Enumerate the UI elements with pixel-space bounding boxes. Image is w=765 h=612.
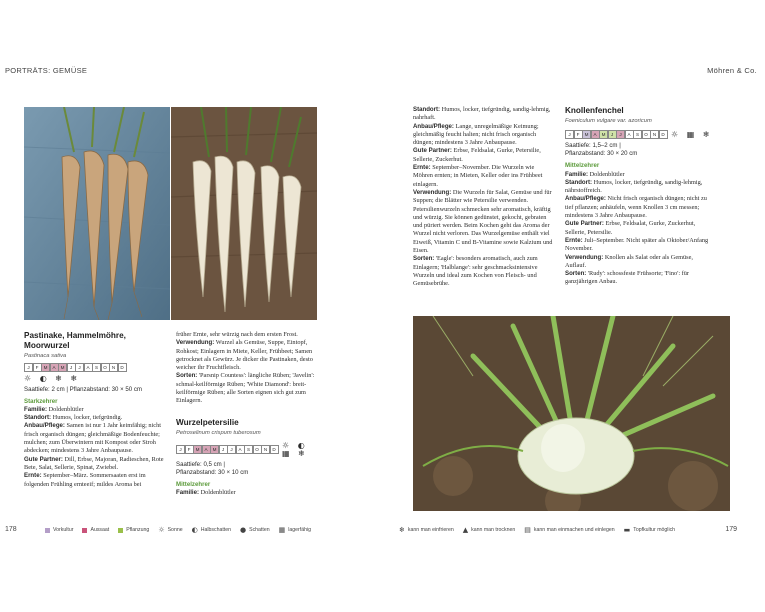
parsnip-photo bbox=[24, 107, 170, 320]
month-cell: O bbox=[253, 445, 262, 454]
legend-lagerfaehig: lagerfähig bbox=[288, 527, 312, 533]
legend-halbschatten: Halbschatten bbox=[200, 527, 231, 533]
fenchel-partner: Gute Partner: Erbse, Feldsalat, Gurke, Zuckerhut, Sellerie, Petersilie. bbox=[565, 220, 696, 236]
month-cell: F bbox=[185, 445, 194, 454]
pastinake-symbols-icon: ☼ ◐ ❄ ❄ bbox=[24, 374, 81, 384]
month-cell: D bbox=[659, 130, 668, 139]
pflanzung-swatch bbox=[118, 528, 123, 533]
pastinake-latin: Pastinaca sativa bbox=[24, 353, 67, 359]
pastinake-ernte-cont: früher Ernte, sehr würzig nach dem ersten Frost. bbox=[176, 331, 298, 338]
fenchel-category: Mittelzehrer bbox=[565, 162, 600, 170]
legend-left bbox=[45, 526, 320, 534]
fenchel-familie: Familie: Doldenblütler bbox=[565, 170, 625, 178]
month-cell: J bbox=[67, 363, 76, 372]
wurzelpetersilie-saattiefe: Saattiefe: 0,5 cm | bbox=[176, 460, 226, 468]
pastinake-category: Starkzehrer bbox=[24, 397, 58, 405]
month-cell: J bbox=[565, 130, 574, 139]
legend-topfkultur: Topfkultur möglich bbox=[633, 527, 676, 533]
month-cell: N bbox=[109, 363, 118, 372]
fenchel-symbols-icon: ☼ ▦ ❄ bbox=[671, 130, 713, 140]
month-cell: D bbox=[118, 363, 127, 372]
month-cell: J bbox=[75, 363, 84, 372]
pastinake-calendar bbox=[24, 363, 166, 372]
middle-column bbox=[176, 331, 316, 497]
wurzelpetersilie-latin: Petroselinum crispum tuberosum bbox=[176, 429, 261, 436]
wurzelpetersilie-ernte: Ernte: September–November. Die Wurzeln wie Möhren ernten; in Mieten, Keller oder ins Frühbeet einlagern. bbox=[413, 164, 543, 188]
month-cell: A bbox=[202, 445, 211, 454]
dry-icon: ▲ bbox=[462, 526, 469, 534]
wurzelpetersilie-title: Wurzelpetersilie bbox=[176, 417, 239, 427]
wurzelpetersilie-calendar bbox=[176, 445, 278, 454]
jar-icon: ▤ bbox=[524, 526, 531, 534]
running-header-right: Möhren & Co. bbox=[707, 66, 757, 75]
fenchel-title: Knollenfenchel bbox=[565, 106, 624, 115]
month-cell: A bbox=[591, 130, 600, 139]
pastinake-familie: Familie: Doldenblütler bbox=[24, 405, 84, 413]
half-shade-icon: ◐ bbox=[191, 526, 198, 534]
fenchel-calendar bbox=[565, 130, 667, 139]
month-cell: D bbox=[270, 445, 279, 454]
wurzelpetersilie-standort: Standort: Humos, locker, tiefgründig, sandig-lehmig, nahrhaft. bbox=[413, 106, 551, 122]
wurzelpetersilie-anbau: Anbau/Pflege: Lange, unregelmäßige Keimung; gleichmäßig feucht halten; nicht frisch organisch düngen; mindestens 3 Jahre Anbaupause. bbox=[413, 122, 539, 147]
month-cell: J bbox=[24, 363, 33, 372]
month-cell: J bbox=[176, 445, 185, 454]
aussaat-swatch bbox=[82, 528, 87, 533]
fenchel-sorten: Sorten: 'Rudy': schossfeste Frühsorte; 'Fino': für ganzjährigen Anbau. bbox=[565, 270, 689, 286]
page-number-left: 178 bbox=[5, 526, 17, 533]
wurzelpetersilie-verwendung: Verwendung: Die Wurzeln für Salat, Gemüse und für Suppen; die Blätter wie Petersilie verwenden. Petersilienwurzeln schmecken sehr aromatisch, kräftig und würzig. Sie können gedünstet, gekocht, gebraten und püriert werden. Beim Kochen geht das Aroma der Wurzel nicht verloren. Das Wurzelgemüse enthält viel Eiweiß, Vitamin C und B-Vitamine sowie Kalzium und Eisen. bbox=[413, 188, 553, 255]
pastinake-saattiefe: Saattiefe: 2 cm | Pflanzabstand: 30 × 50 cm bbox=[24, 385, 142, 393]
legend-einmachen: kann man einmachen und einlegen bbox=[533, 527, 615, 533]
wurzelpetersilie-sorten: Sorten: 'Eagle': besonders aromatisch, auch zum Einlagern; 'Halblange': sehr geschmacksintensive Wurzeln und ideal zum Kochen von Fleisch- und Gemüsebrühe. bbox=[413, 255, 538, 288]
month-cell: M bbox=[599, 130, 608, 139]
month-cell: S bbox=[244, 445, 253, 454]
sun-icon: ☼ bbox=[158, 526, 165, 534]
storage-icon: ▦ bbox=[278, 526, 286, 534]
pastinake-verwendung: Verwendung: Wurzel als Gemüse, Suppe, Eintopf, Rohkost; Einlagern in Miete, Keller, Frühbeet; Samen getrocknet als Gewürz. Je dicker die Pastinaken, desto weicher ihr Fruchtfleisch. bbox=[176, 339, 313, 372]
pastinake-partner: Gute Partner: Dill, Erbse, Majoran, Radieschen, Rote Bete, Salat, Sellerie, Spinat, Zwiebel. bbox=[24, 455, 164, 471]
month-cell: A bbox=[50, 363, 59, 372]
freeze-icon: ❄ bbox=[399, 526, 405, 534]
wurzelpetersilie-partner: Gute Partner: Erbse, Feldsalat, Gurke, Petersilie, Sellerie, Zuckerhut. bbox=[413, 147, 541, 163]
month-cell: M bbox=[193, 445, 202, 454]
month-cell: N bbox=[261, 445, 270, 454]
fenchel-abstand: Pflanzabstand: 30 × 20 cm bbox=[565, 150, 638, 158]
month-cell: M bbox=[41, 363, 50, 372]
month-cell: N bbox=[650, 130, 659, 139]
month-cell: A bbox=[625, 130, 634, 139]
month-cell: J bbox=[616, 130, 625, 139]
month-cell: F bbox=[574, 130, 583, 139]
fenchel-latin: Foeniculum vulgare var. azoricum bbox=[565, 118, 652, 124]
legend-sonne: Sonne bbox=[167, 527, 183, 533]
month-cell: O bbox=[642, 130, 651, 139]
month-cell: S bbox=[633, 130, 642, 139]
running-header-left: PORTRÄTS: GEMÜSE bbox=[5, 66, 88, 75]
fenchel-anbau: Anbau/Pflege: Nicht frisch organisch düngen; nicht zu tief pflanzen; anhäufeln, wenn Knollen 3 cm messen; mindestens 3 Jahre Anbaupause. bbox=[565, 195, 707, 220]
month-cell: J bbox=[227, 445, 236, 454]
shade-icon: ● bbox=[240, 526, 247, 534]
month-cell: J bbox=[219, 445, 228, 454]
wurzelpetersilie-category: Mittelzehrer bbox=[176, 480, 211, 488]
pastinake-sorten: Sorten: 'Parsnip Countess': längliche Rüben; 'Javelin': schmal-keilförmige Rüben; 'White Diamond': breit-keilförmige Rüben; alle Sorten eignen sich gut zum Einlagern. bbox=[176, 372, 315, 405]
pastinake-standort: Standort: Humos, locker, tiefgründig. bbox=[24, 414, 123, 422]
month-cell: M bbox=[210, 445, 219, 454]
wurzelpetersilie-familie: Familie: Doldenblütler bbox=[176, 488, 236, 496]
wurzelpetersilie-column bbox=[413, 106, 553, 289]
month-cell: F bbox=[33, 363, 42, 372]
month-cell: J bbox=[608, 130, 617, 139]
root-parsley-photo bbox=[171, 107, 317, 320]
month-cell: M bbox=[582, 130, 591, 139]
wurzelpetersilie-abstand: Pflanzabstand: 30 × 10 cm bbox=[176, 468, 249, 476]
legend-trocknen: kann man trocknen bbox=[471, 527, 516, 533]
pastinake-title: Pastinake, Hammelmöhre, Moorwurzel bbox=[24, 331, 126, 350]
vorkultur-swatch bbox=[45, 528, 50, 533]
legend-pflanzung: Pflanzung bbox=[126, 527, 150, 533]
fenchel-standort: Standort: Humos, locker, tiefgründig, sandig-lehmig, nährstoffreich. bbox=[565, 178, 703, 195]
legend-einfrieren: kann man einfrieren bbox=[407, 527, 454, 533]
fenchel-verwendung: Verwendung: Knollen als Salat oder als Gemüse, Auflauf. bbox=[565, 253, 693, 269]
month-cell: O bbox=[101, 363, 110, 372]
fenchel-ernte: Ernte: Juli–September. Nicht später als Oktober/Anfang November. bbox=[565, 236, 709, 253]
month-cell: S bbox=[92, 363, 101, 372]
pastinake-ernte: Ernte: September–März. Sommersaaten erst im folgenden Frühling ernteeif; mildes Aroma bei bbox=[24, 472, 146, 488]
fenchel-saattiefe: Saattiefe: 1,5–2 cm | bbox=[565, 142, 621, 150]
wurzelpetersilie-symbols-icon: ☼ ◐ ▦ ❄ bbox=[282, 440, 308, 459]
pastinake-column bbox=[24, 331, 166, 489]
legend-schatten: Schatten bbox=[249, 527, 270, 533]
legend-aussaat: Aussaat bbox=[90, 527, 110, 533]
legend-right bbox=[399, 526, 684, 534]
page-number-right: 179 bbox=[725, 526, 737, 533]
month-cell: A bbox=[236, 445, 245, 454]
fennel-photo bbox=[413, 316, 730, 511]
fenchel-column bbox=[565, 106, 715, 287]
legend-vorkultur: Vorkultur bbox=[53, 527, 74, 533]
pastinake-anbau: Anbau/Pflege: Samen ist nur 1 Jahr keimfähig; nicht frisch organisch düngen; gleichmäßige Bodenfeuchte; mulchen; zum Überwintern mit Kompost oder Stroh abdecken; mindestens 3 Jahre Anbaupause. bbox=[24, 422, 161, 455]
month-cell: A bbox=[84, 363, 93, 372]
pot-icon: ▬ bbox=[623, 526, 631, 534]
month-cell: M bbox=[58, 363, 67, 372]
